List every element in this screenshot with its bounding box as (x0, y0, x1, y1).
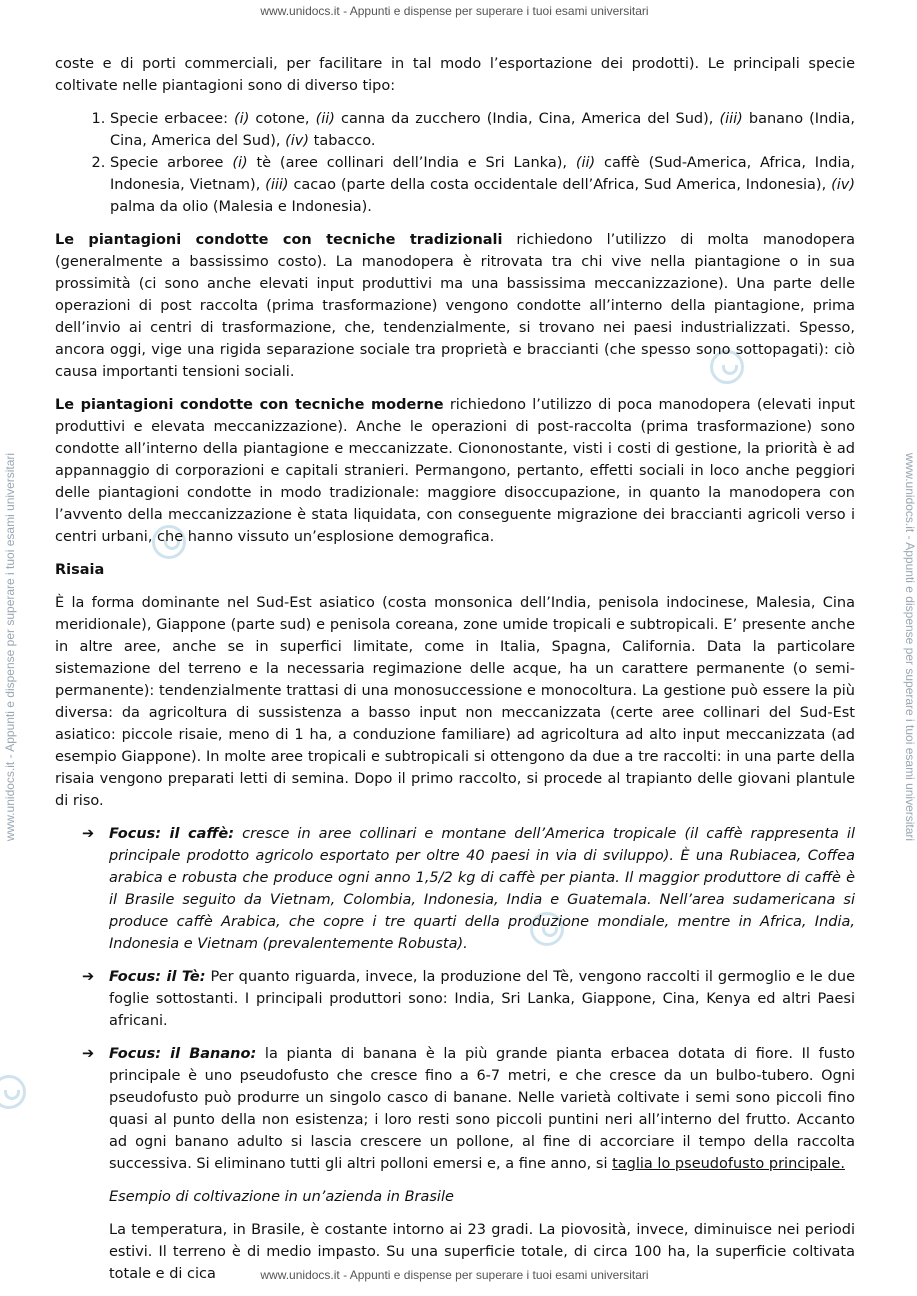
example-title: Esempio di coltivazione in un’azienda in Brasile (109, 1189, 454, 1205)
side-watermark-right: www.unidocs.it - Appunti e dispense per superare i tuoi esami universitari (903, 452, 917, 842)
list-item: 2. Specie arboree (i) tè (aree collinari dell’India e Sri Lanka), (ii) caffè (Sud-America, Africa, India, Indonesia, Vietnam), (iii) cacao (parte della costa occidentale dell’Africa, Sud America, Indonesia), (iv) palma da olio (Malesia e Indonesia). (110, 152, 855, 218)
focus-te: ➔ Focus: il Tè: Per quanto riguarda, invece, la produzione del Tè, vengono raccolti il germoglio e le due foglie sottostanti. I principali produttori sono: India, Sri Lanka, Giappone, Cina, Kenya ed altri Paesi africani. (82, 966, 855, 1032)
focus-caffe: ➔ Focus: il caffè: cresce in aree collinari e montane dell’America tropicale (il caffè rappresenta il principale prodotto agricolo esportato per oltre 40 paesi in via di sviluppo). È una Rubiacea, Coffea arabica e robusta che produce ogni anno 1,5/2 kg di caffè per pianta. Il maggior produttore di caffè è il Brasile seguito da Vietnam, Colombia, Indonesia, India e Guatemala. Nell’area sudamericana si produce caffè Arabica, che copre i tre quarti della produzione mondiale, mentre in Africa, India, Indonesia e Vietnam (prevalentemente Robusta). (82, 823, 855, 955)
arrow-icon: ➔ (82, 1046, 95, 1062)
footer-banner: www.unidocs.it - Appunti e dispense per superare i tuoi esami universitari (260, 1268, 649, 1282)
section-heading: Risaia (55, 562, 105, 578)
paragraph-risaia: È la forma dominante nel Sud-Est asiatico (costa monsonica dell’India, penisola indocinese, Malesia, Cina meridionale), Giappone (parte sud) e penisola coreana, zone umide tropicali e subtropicali. E’ presente anche in altre aree, anche se in superfici limitate, come in Italia, Spagna, California. Data la particolare sistemazione del terreno e la necessaria regimazione delle acque, ha un carattere permanente (o semi-permanente): tendenzialmente trattasi di una monosuccessione e monocoltura. La gestione può essere la più diversa: da agricoltura di sussistenza a basso input non meccanizzata (certe aree collinari del Sud-Est asiatico: piccole risaie, meno di 1 ha, a conduzione familiare) ad agricoltura ad alto input meccanizzata (ad esempio Giappone). In molte aree tropicali e subtropicali si ottengono da due a tre raccolti: in una parte della risaia vengono preparati letti di semina. Dopo il primo raccolto, si procede al trapianto delle giovani plantule di riso. (55, 595, 855, 809)
list-item: 1. Specie erbacee: (i) cotone, (ii) canna da zucchero (India, Cina, America del Sud), (iii) banano (India, Cina, America del Sud), (iv) tabacco. (110, 108, 855, 152)
example-paragraph: La temperatura, in Brasile, è costante intorno ai 23 gradi. La piovosità, invece, diminuisce nei periodi estivi. Il terreno è di medio impasto. Su una superficie totale, di circa 100 ha, la superficie coltivata totale e di cica (109, 1222, 855, 1282)
species-list (55, 108, 855, 218)
watermark-logo-icon (0, 1075, 26, 1109)
arrow-icon: ➔ (82, 969, 95, 985)
focus-banano: ➔ Focus: il Banano: la pianta di banana è la più grande pianta erbacea dotata di fiore. Il fusto principale è uno pseudofusto che cresce fino a 6-7 metri, e che cresce da un bulbo-tubero. Ogni pseudofusto può produrre un singolo casco di banane. Nelle varietà coltivate i semi sono piccoli fino quasi al punto della non esistenza; i loro resti sono piccoli puntini neri all’interno del frutto. Accanto ad ogni banano adulto si lascia crescere un pollone, al fine di accorciare il tempo della raccolta successiva. Si eliminano tutti gli altri polloni emersi e, a fine anno, si taglia lo pseudofusto principale. (82, 1043, 855, 1175)
paragraph: coste e di porti commerciali, per facilitare in tal modo l’esportazione dei prodotti). Le principali specie coltivate nelle piantagioni sono di diverso tipo: (55, 56, 855, 94)
document-body (55, 53, 855, 1296)
side-watermark-left: www.unidocs.it - Appunti e dispense per superare i tuoi esami universitari (3, 452, 17, 842)
header-banner: www.unidocs.it - Appunti e dispense per superare i tuoi esami universitari (260, 4, 649, 18)
arrow-icon: ➔ (82, 826, 95, 842)
paragraph-modern: Le piantagioni condotte con tecniche moderne richiedono l’utilizzo di poca manodopera (elevati input produttivi e elevata meccanizzazione). Anche le operazioni di post-raccolta (prima trasformazione) sono condotte all’interno della piantagione e meccanizzate. Ciononostante, visti i costi di gestione, la priorità è ad appannaggio di corporazioni e capitali stranieri. Permangono, pertanto, effetti sociali in loco anche peggiori delle piantagioni condotte in modo tradizionale: maggiore disoccupazione, in quanto la manodopera con l’avvento della meccanizzazione è stata liquidata, con conseguente migrazione dei braccianti agricoli verso i centri urbani, che hanno vissuto un’esplosione demografica. (55, 397, 855, 545)
paragraph-traditional: Le piantagioni condotte con tecniche tradizionali richiedono l’utilizzo di molta manodopera (generalmente a bassissimo costo). La manodopera è ritrovata tra chi vive nella piantagione o in sua prossimità (ci sono anche elevati input produttivi ma una bassissima meccanizzazione). Una parte delle operazioni di post raccolta (prima trasformazione) vengono condotte all’interno della piantagione, prima dell’invio ai centri di trasformazione, che, tendenzialmente, si trovano nei paesi industrializzati. Spesso, ancora oggi, vige una rigida separazione sociale tra proprietà e braccianti (che spesso sono sottopagati): ciò causa importanti tensioni sociali. (55, 232, 855, 380)
